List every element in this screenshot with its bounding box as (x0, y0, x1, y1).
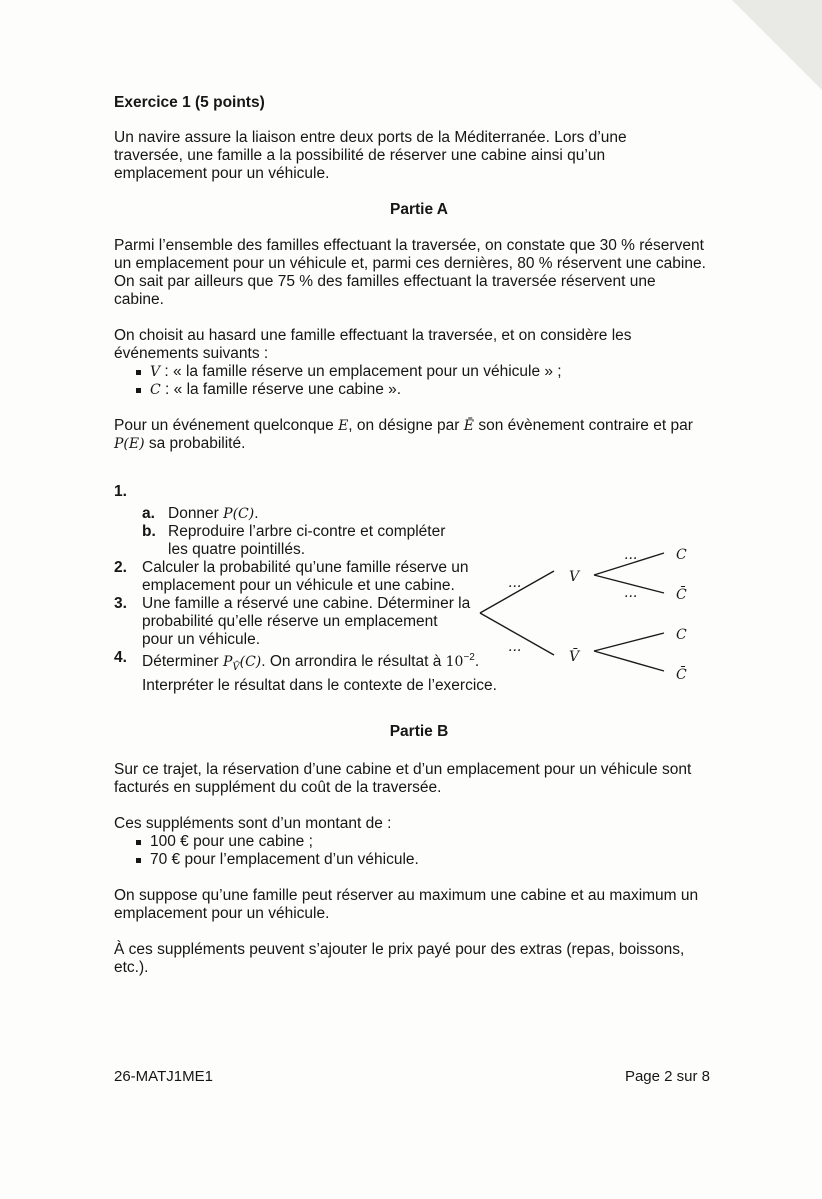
part-b-para4: À ces suppléments peuvent s’ajouter le prix payé pour des extras (repas, boissons, etc.). (114, 941, 685, 977)
part-a-para1 (114, 237, 714, 273)
question-1 (114, 483, 724, 501)
event-c-text: : « la famille réserve une cabine ». (160, 381, 402, 398)
tree-leaf-cbar2: C̄ (676, 667, 687, 683)
part-a-heading: Partie A (389, 201, 448, 218)
q4-line2: Interpréter le résultat dans le contexte de l’exercice. (142, 677, 497, 695)
q4-math2: (C) (239, 654, 262, 670)
notation-e: E (338, 418, 349, 434)
tree-dots-vbar: ... (508, 639, 522, 655)
q4-math: P (222, 654, 233, 670)
tree-branch-vbar-c (594, 633, 664, 651)
question-4-number: 4. (114, 649, 127, 666)
part-a-para1-text: Parmi l’ensemble des familles effectuant la traversée, on constate que 30 % réservent un emplacement pour un véhicule et, parmi ces dernières, 80 % réservent une cabine. (114, 237, 706, 272)
q1a-math: P(C) (223, 506, 255, 522)
tree-dots-v: ... (508, 575, 522, 591)
page-footer (114, 1068, 710, 1085)
supplement-cabin: 100 € pour une cabine ; (136, 833, 724, 851)
supplement-list (114, 833, 724, 869)
q4-text: Déterminer (142, 653, 223, 670)
folded-corner (732, 0, 822, 90)
tree-dots-v-cbar: ... (624, 585, 638, 601)
q4-exp: −2 (463, 652, 475, 663)
event-c-symbol: C (150, 382, 161, 398)
q4-text2: . On arrondira le résultat à (261, 653, 446, 670)
question-2-text: Calculer la probabilité qu’une famille réserve un emplacement pour un véhicule et une cabine. (142, 559, 469, 594)
notation-paragraph (114, 417, 714, 453)
intro-paragraph: Un navire assure la liaison entre deux ports de la Méditerranée. Lors d’une traversée, une famille a la possibilité de réserver une cabine ainsi qu’un emplacement pour un véhicule. (114, 129, 627, 182)
q4-sub: V̄ (232, 662, 240, 674)
notation-text: sa probabilité. (144, 435, 246, 452)
tree-leaf-cbar1: C̄ (676, 587, 687, 603)
notation-text: , on désigne par (348, 417, 464, 434)
part-a-para3: On choisit au hasard une famille effectuant la traversée, et on considère les événements suivants : (114, 327, 632, 362)
part-b-para1: Sur ce trajet, la réservation d’une cabine et d’un emplacement pour un véhicule sont facturés en supplément du coût de la traversée. (114, 761, 692, 797)
question-1b-text: Reproduire l’arbre ci-contre et compléter les quatre pointillés. (168, 523, 446, 558)
notation-text: Pour un événement quelconque (114, 417, 339, 434)
notation-pe: P(E) (114, 436, 145, 452)
event-v-symbol: V (150, 364, 161, 380)
event-v (136, 363, 724, 381)
question-3-number: 3. (114, 595, 127, 612)
tree-leaf-c2: C (676, 627, 687, 643)
question-1b-label: b. (142, 523, 156, 540)
notation-ebar: Ē (463, 418, 475, 434)
part-b-para3: On suppose qu’une famille peut réserver au maximum une cabine et au maximum un emplacement pour un véhicule. (114, 887, 699, 923)
exercise-title: Exercice 1 (5 points) (114, 94, 265, 111)
event-c (136, 381, 724, 399)
event-v-text: : « la famille réserve un emplacement pour un véhicule » ; (160, 363, 562, 380)
event-list (114, 363, 724, 399)
question-2-number: 2. (114, 559, 127, 576)
part-a-para2: On sait par ailleurs que 75 % des familles effectuant la traversée réservent une cabine. (114, 273, 656, 308)
page-number: Page 2 sur 8 (624, 1068, 710, 1085)
part-b-para2: Ces suppléments sont d’un montant de : (114, 815, 392, 833)
exam-code: 26-MATJ1ME1 (114, 1068, 213, 1085)
tree-dots-v-c: ... (624, 547, 638, 563)
question-3-text: Une famille a réservé une cabine. Déterminer la probabilité qu’elle réserve un emplacement pour un véhicule. (142, 595, 471, 648)
part-b-heading: Partie B (389, 723, 449, 741)
question-1a-label: a. (142, 505, 155, 522)
question-1a (142, 505, 724, 523)
tree-branch-vbar-cbar (594, 651, 664, 671)
notation-text: son évènement contraire et par (474, 417, 693, 434)
question-1-number: 1. (114, 483, 127, 500)
probability-tree (474, 535, 704, 695)
q1a-text: Donner (168, 505, 224, 522)
q4-ten: 10 (445, 654, 464, 670)
tree-node-vbar: V̄ (569, 649, 580, 665)
q1a-end: . (254, 505, 259, 522)
tree-leaf-c1: C (676, 547, 687, 563)
q4-text3: . (474, 653, 480, 670)
tree-node-v: V (569, 569, 580, 585)
supplement-vehicle: 70 € pour l’emplacement d’un véhicule. (136, 851, 724, 869)
question-1a-text (168, 505, 259, 523)
